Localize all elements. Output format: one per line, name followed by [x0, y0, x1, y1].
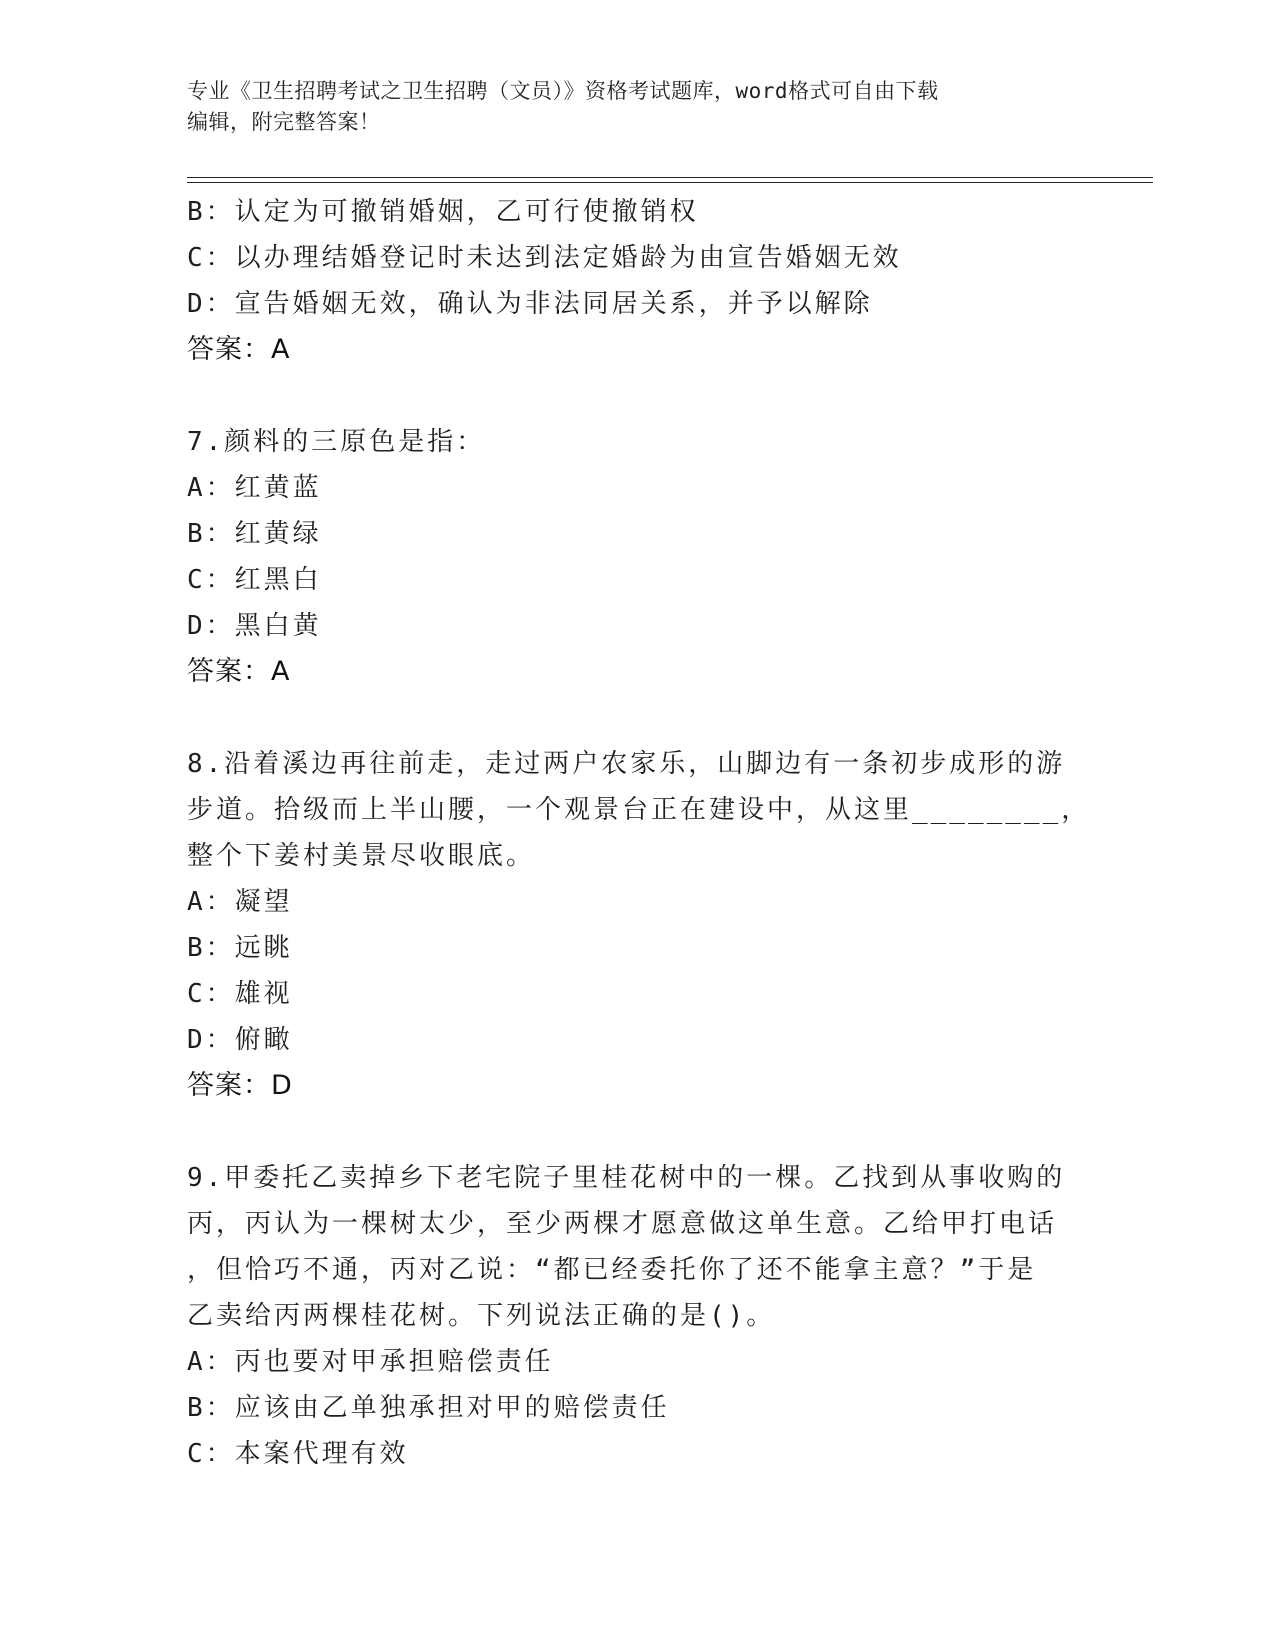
- spacer: [187, 373, 1067, 419]
- option-c: C：红黑白: [187, 565, 322, 595]
- question-stem-line: 8.沿着溪边再往前走，走过两户农家乐，山脚边有一条初步成形的游: [187, 749, 1066, 779]
- answer-label: 答案：D: [187, 1070, 293, 1101]
- option-b: B：红黄绿: [187, 519, 322, 549]
- question-stem: 7.颜料的三原色是指：: [187, 427, 486, 457]
- option-a: A：丙也要对甲承担赔偿责任: [187, 1347, 554, 1377]
- option-a: A：凝望: [187, 887, 293, 917]
- question-stem-line: 9.甲委托乙卖掉乡下老宅院子里桂花树中的一棵。乙找到从事收购的: [187, 1163, 1066, 1193]
- page-header: [187, 76, 1067, 138]
- header-line-1: 专业《卫生招聘考试之卫生招聘（文员）》资格考试题库，word格式可自由下载: [187, 79, 939, 103]
- header-divider-bottom: [187, 182, 1153, 183]
- option-b: B：认定为可撤销婚姻，乙可行使撤销权: [187, 197, 699, 227]
- question-stem-line: 整个下姜村美景尽收眼底。: [187, 841, 536, 871]
- question-stem-line: ，但恰巧不通，丙对乙说：“都已经委托你了还不能拿主意？”于是: [187, 1255, 1037, 1285]
- spacer: [187, 1109, 1067, 1155]
- question-stem-line: 乙卖给丙两棵桂花树。下列说法正确的是()。: [187, 1301, 776, 1331]
- question-content: [187, 189, 1091, 1477]
- option-c: C：雄视: [187, 979, 293, 1009]
- question-8: [187, 741, 1091, 1109]
- spacer: [187, 695, 1067, 741]
- option-d: D：黑白黄: [187, 611, 322, 641]
- option-b: B：远眺: [187, 933, 293, 963]
- question-stem-line: 丙，丙认为一棵树太少，至少两棵才愿意做这单生意。乙给甲打电话: [187, 1209, 1058, 1239]
- question-7: [187, 419, 1067, 695]
- question-9: [187, 1155, 1067, 1477]
- option-d: D：宣告婚姻无效，确认为非法同居关系，并予以解除: [187, 289, 873, 319]
- question-stem-line: 步道。拾级而上半山腰，一个观景台正在建设中，从这里________，: [187, 795, 1091, 825]
- option-a: A：红黄蓝: [187, 473, 322, 503]
- header-line-2: 编辑，附完整答案！: [187, 110, 381, 134]
- option-b: B：应该由乙单独承担对甲的赔偿责任: [187, 1393, 670, 1423]
- option-c: C：以办理结婚登记时未达到法定婚龄为由宣告婚姻无效: [187, 243, 902, 273]
- option-d: D：俯瞰: [187, 1025, 293, 1055]
- option-c: C：本案代理有效: [187, 1439, 409, 1469]
- question-6-tail: [187, 189, 1067, 373]
- header-divider-top: [187, 177, 1153, 178]
- answer-label: 答案：A: [187, 334, 291, 365]
- answer-label: 答案：A: [187, 656, 291, 687]
